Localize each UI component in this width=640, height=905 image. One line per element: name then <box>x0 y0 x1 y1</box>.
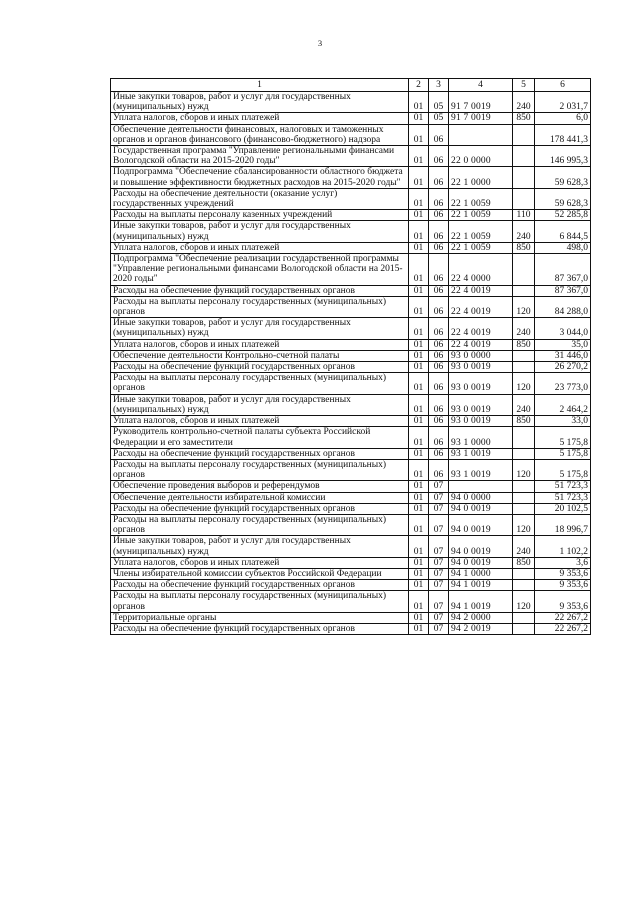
table-row <box>111 221 591 242</box>
row-name-cell: Расходы на обеспечение функций государственных органов <box>111 448 409 459</box>
row-name-cell: Подпрограмма "Обеспечение реализации государственной программы "Управление региональными финансами Вологодской области на 2015-2020 годы" <box>111 254 409 286</box>
row-subsection-cell: 06 <box>429 362 449 373</box>
row-subsection-cell: 06 <box>429 373 449 394</box>
table-row <box>111 362 591 373</box>
row-name-cell: Обеспечение деятельности Контрольно-счетной палаты <box>111 350 409 361</box>
row-name-cell: Уплата налогов, сборов и иных платежей <box>111 557 409 568</box>
row-section-cell: 01 <box>409 448 429 459</box>
row-amount-cell: 5 175,8 <box>535 427 591 448</box>
row-name-cell: Уплата налогов, сборов и иных платежей <box>111 339 409 350</box>
row-subsection-cell: 06 <box>429 350 449 361</box>
row-amount-cell: 33,0 <box>535 416 591 427</box>
row-name-cell: Расходы на выплаты персоналу казенных учреждений <box>111 210 409 221</box>
row-section-cell: 01 <box>409 503 429 514</box>
header-col-5: 5 <box>513 79 535 92</box>
table-row <box>111 373 591 394</box>
row-amount-cell: 31 446,0 <box>535 350 591 361</box>
row-amount-cell: 23 773,0 <box>535 373 591 394</box>
row-name-cell: Иные закупки товаров, работ и услуг для государственных (муниципальных) нужд <box>111 92 409 113</box>
row-amount-cell: 20 102,5 <box>535 503 591 514</box>
row-name-cell: Обеспечение деятельности финансовых, налоговых и таможенных органов и органов финансового (финансово-бюджетного) надзора <box>111 124 409 145</box>
row-subsection-cell: 07 <box>429 591 449 612</box>
table-row <box>111 492 591 503</box>
row-expense-type-cell: 240 <box>513 394 535 415</box>
row-target-article-cell: 94 0 0019 <box>449 557 513 568</box>
row-subsection-cell: 06 <box>429 188 449 209</box>
row-section-cell: 01 <box>409 318 429 339</box>
row-section-cell: 01 <box>409 459 429 480</box>
row-amount-cell: 84 288,0 <box>535 296 591 317</box>
row-section-cell: 01 <box>409 124 429 145</box>
row-name-cell: Иные закупки товаров, работ и услуг для государственных (муниципальных) нужд <box>111 394 409 415</box>
row-amount-cell: 3 044,0 <box>535 318 591 339</box>
table-row <box>111 612 591 623</box>
row-expense-type-cell: 850 <box>513 416 535 427</box>
row-section-cell: 01 <box>409 113 429 124</box>
table-row <box>111 568 591 579</box>
row-name-cell: Расходы на выплаты персоналу государственных (муниципальных) органов <box>111 296 409 317</box>
table-row <box>111 210 591 221</box>
table-row <box>111 536 591 557</box>
row-section-cell: 01 <box>409 416 429 427</box>
row-name-cell: Расходы на выплаты персоналу государственных (муниципальных) органов <box>111 591 409 612</box>
row-subsection-cell: 07 <box>429 568 449 579</box>
row-expense-type-cell: 240 <box>513 318 535 339</box>
row-target-article-cell: 94 1 0000 <box>449 568 513 579</box>
row-amount-cell: 3,6 <box>535 557 591 568</box>
row-target-article-cell: 93 0 0019 <box>449 362 513 373</box>
row-amount-cell: 51 723,3 <box>535 481 591 492</box>
row-name-cell: Расходы на выплаты персоналу государственных (муниципальных) органов <box>111 459 409 480</box>
header-col-1: 1 <box>111 79 409 92</box>
row-section-cell: 01 <box>409 296 429 317</box>
row-expense-type-cell <box>513 427 535 448</box>
row-section-cell: 01 <box>409 612 429 623</box>
row-section-cell: 01 <box>409 481 429 492</box>
row-amount-cell: 9 353,6 <box>535 591 591 612</box>
row-amount-cell: 52 285,8 <box>535 210 591 221</box>
row-expense-type-cell <box>513 503 535 514</box>
row-target-article-cell: 91 7 0019 <box>449 92 513 113</box>
row-name-cell: Уплата налогов, сборов и иных платежей <box>111 113 409 124</box>
row-section-cell: 01 <box>409 188 429 209</box>
row-subsection-cell: 07 <box>429 514 449 535</box>
row-section-cell: 01 <box>409 580 429 591</box>
row-amount-cell: 146 995,3 <box>535 146 591 167</box>
row-amount-cell: 35,0 <box>535 339 591 350</box>
table-row <box>111 339 591 350</box>
row-amount-cell: 2 031,7 <box>535 92 591 113</box>
table-row <box>111 188 591 209</box>
row-expense-type-cell: 120 <box>513 514 535 535</box>
row-expense-type-cell <box>513 167 535 188</box>
row-subsection-cell: 07 <box>429 503 449 514</box>
row-subsection-cell: 06 <box>429 448 449 459</box>
row-expense-type-cell <box>513 623 535 634</box>
table-row <box>111 318 591 339</box>
row-target-article-cell: 93 1 0000 <box>449 427 513 448</box>
table-row <box>111 459 591 480</box>
row-subsection-cell: 06 <box>429 296 449 317</box>
row-name-cell: Расходы на обеспечение функций государственных органов <box>111 580 409 591</box>
row-name-cell: Расходы на обеспечение функций государственных органов <box>111 362 409 373</box>
row-subsection-cell: 06 <box>429 285 449 296</box>
row-target-article-cell: 93 0 0000 <box>449 350 513 361</box>
row-amount-cell: 59 628,3 <box>535 188 591 209</box>
row-amount-cell: 6,0 <box>535 113 591 124</box>
row-target-article-cell: 94 0 0019 <box>449 503 513 514</box>
table-row <box>111 350 591 361</box>
row-amount-cell: 9 353,6 <box>535 580 591 591</box>
row-section-cell: 01 <box>409 167 429 188</box>
row-expense-type-cell: 240 <box>513 536 535 557</box>
header-col-2: 2 <box>409 79 429 92</box>
header-col-4: 4 <box>449 79 513 92</box>
row-section-cell: 01 <box>409 350 429 361</box>
table-row <box>111 394 591 415</box>
row-subsection-cell: 06 <box>429 427 449 448</box>
row-subsection-cell: 07 <box>429 580 449 591</box>
row-expense-type-cell: 850 <box>513 557 535 568</box>
row-expense-type-cell <box>513 568 535 579</box>
row-name-cell: Уплата налогов, сборов и иных платежей <box>111 242 409 253</box>
row-amount-cell: 5 175,8 <box>535 459 591 480</box>
table-row <box>111 416 591 427</box>
row-name-cell: Иные закупки товаров, работ и услуг для государственных (муниципальных) нужд <box>111 536 409 557</box>
row-amount-cell: 6 844,5 <box>535 221 591 242</box>
table-header <box>111 79 591 92</box>
row-section-cell: 01 <box>409 536 429 557</box>
row-name-cell: Расходы на обеспечение функций государственных органов <box>111 503 409 514</box>
row-target-article-cell: 93 1 0019 <box>449 459 513 480</box>
row-name-cell: Территориальные органы <box>111 612 409 623</box>
table-row <box>111 254 591 286</box>
row-amount-cell: 18 996,7 <box>535 514 591 535</box>
row-name-cell: Расходы на выплаты персоналу государственных (муниципальных) органов <box>111 514 409 535</box>
row-subsection-cell: 06 <box>429 339 449 350</box>
row-target-article-cell: 22 1 0059 <box>449 210 513 221</box>
row-name-cell: Иные закупки товаров, работ и услуг для государственных (муниципальных) нужд <box>111 221 409 242</box>
row-section-cell: 01 <box>409 557 429 568</box>
table-row <box>111 481 591 492</box>
row-name-cell: Уплата налогов, сборов и иных платежей <box>111 416 409 427</box>
row-section-cell: 01 <box>409 623 429 634</box>
row-target-article-cell: 93 0 0019 <box>449 416 513 427</box>
row-expense-type-cell: 120 <box>513 591 535 612</box>
row-target-article-cell: 94 1 0019 <box>449 591 513 612</box>
row-target-article-cell: 22 4 0019 <box>449 285 513 296</box>
row-expense-type-cell <box>513 362 535 373</box>
row-expense-type-cell <box>513 146 535 167</box>
table-row <box>111 448 591 459</box>
header-row <box>111 79 591 92</box>
row-subsection-cell: 07 <box>429 536 449 557</box>
row-target-article-cell: 93 1 0019 <box>449 448 513 459</box>
row-name-cell: Иные закупки товаров, работ и услуг для государственных (муниципальных) нужд <box>111 318 409 339</box>
row-expense-type-cell <box>513 492 535 503</box>
row-subsection-cell: 06 <box>429 416 449 427</box>
row-subsection-cell: 06 <box>429 167 449 188</box>
row-name-cell: Члены избирательной комиссии субъектов Российской Федерации <box>111 568 409 579</box>
row-amount-cell: 498,0 <box>535 242 591 253</box>
table-row <box>111 427 591 448</box>
row-name-cell: Обеспечение проведения выборов и референдумов <box>111 481 409 492</box>
row-subsection-cell: 07 <box>429 612 449 623</box>
table-row <box>111 242 591 253</box>
row-section-cell: 01 <box>409 92 429 113</box>
table-row <box>111 514 591 535</box>
row-expense-type-cell: 240 <box>513 221 535 242</box>
row-subsection-cell: 06 <box>429 318 449 339</box>
row-subsection-cell: 06 <box>429 124 449 145</box>
row-amount-cell: 9 353,6 <box>535 568 591 579</box>
row-amount-cell: 59 628,3 <box>535 167 591 188</box>
row-section-cell: 01 <box>409 362 429 373</box>
row-subsection-cell: 07 <box>429 623 449 634</box>
row-expense-type-cell: 120 <box>513 373 535 394</box>
row-section-cell: 01 <box>409 427 429 448</box>
row-name-cell: Подпрограмма "Обеспечение сбалансированности областного бюджета и повышение эффективности бюджетных расходов на 2015-2020 годы" <box>111 167 409 188</box>
table-row <box>111 557 591 568</box>
row-amount-cell: 178 441,3 <box>535 124 591 145</box>
row-section-cell: 01 <box>409 242 429 253</box>
row-target-article-cell: 22 4 0019 <box>449 318 513 339</box>
row-target-article-cell: 93 0 0019 <box>449 394 513 415</box>
row-amount-cell: 22 267,2 <box>535 612 591 623</box>
table-row <box>111 124 591 145</box>
table-row <box>111 92 591 113</box>
row-amount-cell: 87 367,0 <box>535 285 591 296</box>
row-target-article-cell: 91 7 0019 <box>449 113 513 124</box>
row-subsection-cell: 05 <box>429 113 449 124</box>
row-expense-type-cell <box>513 580 535 591</box>
row-expense-type-cell: 120 <box>513 296 535 317</box>
row-target-article-cell: 94 2 0019 <box>449 623 513 634</box>
row-section-cell: 01 <box>409 285 429 296</box>
row-amount-cell: 51 723,3 <box>535 492 591 503</box>
row-section-cell: 01 <box>409 514 429 535</box>
row-name-cell: Расходы на обеспечение функций государственных органов <box>111 285 409 296</box>
table-row <box>111 503 591 514</box>
row-amount-cell: 2 464,2 <box>535 394 591 415</box>
row-target-article-cell <box>449 124 513 145</box>
row-section-cell: 01 <box>409 254 429 286</box>
row-amount-cell: 26 270,2 <box>535 362 591 373</box>
row-section-cell: 01 <box>409 394 429 415</box>
table-row <box>111 113 591 124</box>
row-amount-cell: 87 367,0 <box>535 254 591 286</box>
row-target-article-cell <box>449 481 513 492</box>
row-expense-type-cell <box>513 481 535 492</box>
page-number: 3 <box>317 38 323 48</box>
row-section-cell: 01 <box>409 492 429 503</box>
row-amount-cell: 22 267,2 <box>535 623 591 634</box>
row-expense-type-cell <box>513 448 535 459</box>
row-expense-type-cell: 120 <box>513 459 535 480</box>
table-row <box>111 580 591 591</box>
budget-table <box>110 78 591 635</box>
row-subsection-cell: 06 <box>429 210 449 221</box>
row-target-article-cell: 93 0 0019 <box>449 373 513 394</box>
row-expense-type-cell: 110 <box>513 210 535 221</box>
row-expense-type-cell: 240 <box>513 92 535 113</box>
row-subsection-cell: 05 <box>429 92 449 113</box>
row-name-cell: Государственная программа "Управление региональными финансами Вологодской области на 2015-2020 годы" <box>111 146 409 167</box>
row-target-article-cell: 22 1 0059 <box>449 188 513 209</box>
row-subsection-cell: 06 <box>429 221 449 242</box>
row-section-cell: 01 <box>409 568 429 579</box>
row-section-cell: 01 <box>409 339 429 350</box>
row-target-article-cell: 22 1 0059 <box>449 242 513 253</box>
row-section-cell: 01 <box>409 210 429 221</box>
table-row <box>111 146 591 167</box>
row-subsection-cell: 06 <box>429 146 449 167</box>
row-subsection-cell: 06 <box>429 242 449 253</box>
row-section-cell: 01 <box>409 221 429 242</box>
row-expense-type-cell <box>513 124 535 145</box>
row-target-article-cell: 22 4 0019 <box>449 339 513 350</box>
table-row <box>111 591 591 612</box>
row-name-cell: Расходы на обеспечение деятельности (оказание услуг) государственных учреждений <box>111 188 409 209</box>
row-subsection-cell: 06 <box>429 459 449 480</box>
row-section-cell: 01 <box>409 146 429 167</box>
row-target-article-cell: 94 0 0019 <box>449 536 513 557</box>
row-target-article-cell: 94 2 0000 <box>449 612 513 623</box>
header-col-3: 3 <box>429 79 449 92</box>
row-name-cell: Расходы на выплаты персоналу государственных (муниципальных) органов <box>111 373 409 394</box>
row-amount-cell: 1 102,2 <box>535 536 591 557</box>
row-expense-type-cell: 850 <box>513 242 535 253</box>
row-section-cell: 01 <box>409 373 429 394</box>
row-target-article-cell: 22 0 0000 <box>449 146 513 167</box>
row-expense-type-cell <box>513 285 535 296</box>
table-row <box>111 167 591 188</box>
row-subsection-cell: 07 <box>429 492 449 503</box>
row-section-cell: 01 <box>409 591 429 612</box>
table-row <box>111 296 591 317</box>
row-target-article-cell: 94 1 0019 <box>449 580 513 591</box>
row-target-article-cell: 22 1 0059 <box>449 221 513 242</box>
table-row <box>111 285 591 296</box>
row-subsection-cell: 07 <box>429 481 449 492</box>
row-expense-type-cell: 850 <box>513 113 535 124</box>
row-expense-type-cell: 850 <box>513 339 535 350</box>
row-name-cell: Расходы на обеспечение функций государственных органов <box>111 623 409 634</box>
row-target-article-cell: 94 0 0019 <box>449 514 513 535</box>
row-target-article-cell: 22 4 0000 <box>449 254 513 286</box>
row-target-article-cell: 22 1 0000 <box>449 167 513 188</box>
row-name-cell: Руководитель контрольно-счетной палаты субъекта Российской Федерации и его заместители <box>111 427 409 448</box>
row-target-article-cell: 94 0 0000 <box>449 492 513 503</box>
row-expense-type-cell <box>513 350 535 361</box>
table-row <box>111 623 591 634</box>
header-col-6: 6 <box>535 79 591 92</box>
table-body <box>111 92 591 635</box>
row-target-article-cell: 22 4 0019 <box>449 296 513 317</box>
row-expense-type-cell <box>513 188 535 209</box>
row-amount-cell: 5 175,8 <box>535 448 591 459</box>
row-name-cell: Обеспечение деятельности избирательной комиссии <box>111 492 409 503</box>
row-expense-type-cell <box>513 254 535 286</box>
row-subsection-cell: 06 <box>429 394 449 415</box>
row-expense-type-cell <box>513 612 535 623</box>
row-subsection-cell: 06 <box>429 254 449 286</box>
row-subsection-cell: 07 <box>429 557 449 568</box>
